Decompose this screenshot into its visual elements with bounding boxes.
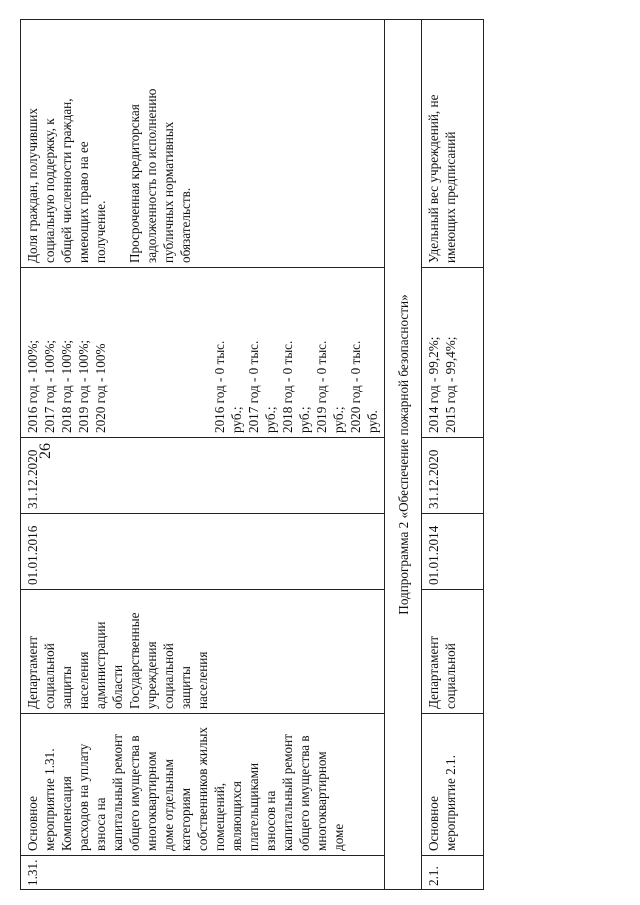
- event-line: Компенсация: [59, 776, 74, 851]
- event-line: взносов на: [263, 790, 278, 851]
- event-line: Основное: [426, 796, 441, 851]
- event-line: капитальный ремонт: [280, 734, 295, 851]
- indicator-cell: [422, 20, 484, 268]
- event-cell: [422, 714, 484, 856]
- start-date-cell: 01.01.2016: [21, 514, 385, 590]
- executor-line: администрации: [93, 621, 108, 709]
- spacer: [160, 272, 177, 433]
- indicator-line: Удельный вес учреждений, не: [426, 94, 441, 263]
- executor-line: социальной: [161, 643, 176, 709]
- target-value-line: руб.;: [331, 406, 346, 433]
- event-line: Основное: [25, 796, 40, 851]
- indicator-line: имеющих предписаний: [443, 131, 458, 263]
- target-value-line: 2018 год - 100%;: [59, 339, 74, 433]
- target-value-line: 2015 год - 99,4%;: [443, 336, 458, 433]
- executor-line: защиты: [59, 666, 74, 709]
- end-date-cell: 31.12.2020: [422, 438, 484, 514]
- executor-line: Департамент: [25, 635, 40, 709]
- spacer: [194, 272, 211, 433]
- target-value-line: 2020 год - 100%: [93, 343, 108, 433]
- spacer: [126, 272, 143, 433]
- target-value-line: 2014 год - 99,2%;: [426, 336, 441, 433]
- indicator-line: общей численности граждан,: [59, 98, 74, 263]
- executor-cell: [21, 590, 385, 714]
- target-value-line: 2016 год - 100%;: [25, 339, 40, 433]
- table-row-2-1: [422, 20, 484, 890]
- target-value-line: 2019 год - 0 тыс.: [314, 340, 329, 433]
- measures-table-wrap: [20, 20, 485, 890]
- event-line: категориям: [178, 787, 193, 851]
- executor-line: социальной: [42, 643, 57, 709]
- target-value-line: руб.;: [263, 406, 278, 433]
- spacer: [109, 272, 126, 433]
- event-line: доме отдельным: [161, 759, 176, 851]
- spacer: [109, 24, 126, 263]
- target-value-line: 2017 год - 0 тыс.: [246, 340, 261, 433]
- start-date-cell: 01.01.2014: [422, 514, 484, 590]
- executor-line: Государственные: [127, 612, 142, 709]
- event-line: доме: [331, 823, 346, 851]
- subprogram-title: Подпрограмма 2 «Обеспечение пожарной безопасности»: [385, 20, 422, 890]
- target-value-line: 2017 год - 100%;: [42, 339, 57, 433]
- event-line: помещений,: [212, 782, 227, 851]
- target-values-cell: [21, 268, 385, 438]
- indicator-line: получение.: [93, 200, 108, 263]
- measures-table: [20, 19, 484, 890]
- target-value-line: 2016 год - 0 тыс.: [212, 340, 227, 433]
- indicator-line: имеющих право на ее: [76, 141, 91, 263]
- indicator-line: Доля граждан, получивших: [25, 108, 40, 263]
- rotated-page-area: [20, 20, 485, 890]
- event-line: плательщиками: [246, 762, 261, 851]
- indicator-line: публичных нормативных: [161, 121, 176, 263]
- target-values-cell: [422, 268, 484, 438]
- target-value-line: 2019 год - 100%;: [76, 339, 91, 433]
- spacer: [177, 272, 194, 433]
- spacer: [143, 272, 160, 433]
- event-line: взноса на: [93, 797, 108, 851]
- indicator-line: социальную поддержку, к: [42, 118, 57, 263]
- event-line: мероприятие 1.31.: [42, 748, 57, 851]
- event-line: собственников жилых: [195, 726, 210, 851]
- executor-line: населения: [195, 651, 210, 709]
- event-line: являющихся: [229, 781, 244, 851]
- end-date-cell: 31.12.2020: [21, 438, 385, 514]
- event-line: многоквартирном: [144, 751, 159, 851]
- target-value-line: 2018 год - 0 тыс.: [280, 340, 295, 433]
- executor-line: Департамент: [426, 635, 441, 709]
- event-cell: [21, 714, 385, 856]
- executor-line: учреждения: [144, 641, 159, 709]
- executor-line: области: [110, 664, 125, 709]
- event-line: многоквартирном: [314, 751, 329, 851]
- event-line: общего имущества в: [127, 735, 142, 851]
- target-value-line: 2020 год - 0 тыс.: [348, 340, 363, 433]
- executor-cell: [422, 590, 484, 714]
- executor-line: населения: [76, 651, 91, 709]
- event-line: общего имущества в: [297, 735, 312, 851]
- indicator-line: обязательств.: [178, 187, 193, 263]
- target-value-line: руб.;: [229, 406, 244, 433]
- executor-line: социальной: [443, 643, 458, 709]
- indicator-line: задолженность по исполнению: [144, 88, 159, 263]
- row-number: 1.31.: [21, 856, 385, 890]
- executor-line: защиты: [178, 666, 193, 709]
- target-value-line: руб.;: [297, 406, 312, 433]
- indicator-cell: [21, 20, 385, 268]
- row-number: 2.1.: [422, 856, 484, 890]
- event-line: расходов на уплату: [76, 743, 91, 851]
- table-row-1-31: [21, 20, 385, 890]
- event-line: капитальный ремонт: [110, 734, 125, 851]
- page-number: 26: [37, 443, 54, 459]
- event-line: мероприятие 2.1.: [443, 755, 458, 851]
- subprogram-heading-row: [385, 20, 422, 890]
- target-value-line: руб.: [365, 410, 380, 433]
- indicator-line: Просроченная кредиторская: [127, 104, 142, 263]
